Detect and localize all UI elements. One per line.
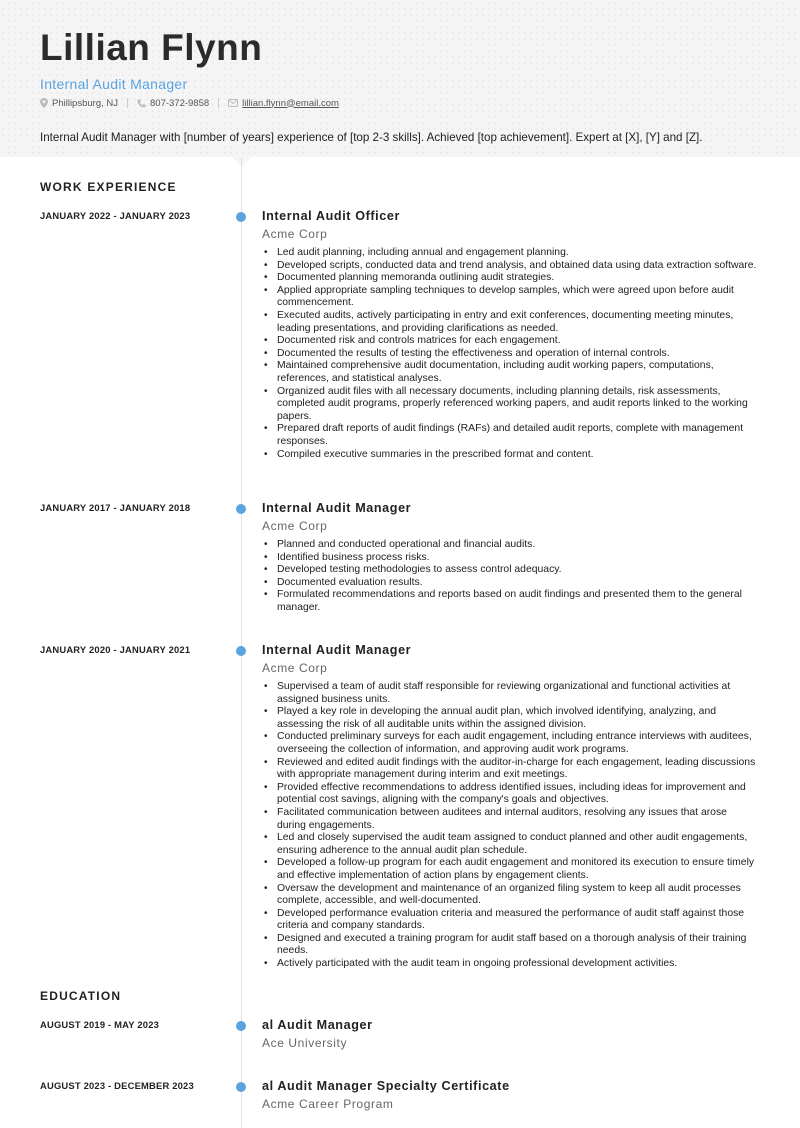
list-item: • Supervised a team of audit staff responsible for reviewing organizational and functional activities at assigned business units.: [262, 681, 757, 706]
company-name: Acme Corp: [262, 519, 328, 533]
profile-summary: Internal Audit Manager with [number of years] experience of [top 2-3 skills]. Achieved [top achievement]. Expert at [X], [Y] and [Z].: [40, 131, 703, 144]
location-text: Phillipsburg, NJ: [52, 97, 118, 109]
list-item: • Documented risk and controls matrices for each engagement.: [262, 335, 757, 348]
timeline-dot: [236, 504, 246, 514]
entry-date: AUGUST 2023 - DECEMBER 2023: [40, 1080, 194, 1091]
responsibility-list: [262, 539, 757, 615]
list-item: • Applied appropriate sampling techniques to develop samples, which were agreed upon before audit commencement.: [262, 285, 757, 310]
entry-date: JANUARY 2017 - JANUARY 2018: [40, 502, 191, 513]
email-icon: [228, 99, 238, 107]
list-item: • Designed and executed a training program for audit staff based on a thorough analysis of their training needs.: [262, 933, 757, 958]
institution-name: Acme Career Program: [262, 1097, 394, 1111]
responsibility-list: [262, 247, 757, 461]
timeline-dot: [236, 1082, 246, 1092]
entry-date: JANUARY 2022 - JANUARY 2023: [40, 210, 191, 221]
company-name: Acme Corp: [262, 661, 328, 675]
timeline-dot: [236, 646, 246, 656]
job-title: Internal Audit Manager: [262, 501, 412, 515]
list-item: • Played a key role in developing the annual audit plan, which involved identifying, analyzing, and assessing the risk of all auditable units within the assigned division.: [262, 706, 757, 731]
list-item: • Reviewed and edited audit findings with the auditor-in-charge for each engagement, leading discussions with appropriate management during interim and exit meetings.: [262, 757, 757, 782]
contact-divider: [218, 98, 219, 108]
responsibility-list: [262, 681, 757, 971]
list-item: • Documented planning memoranda outlining audit strategies.: [262, 272, 757, 285]
phone-icon: [137, 99, 146, 108]
list-item: • Led audit planning, including annual and engagement planning.: [262, 247, 757, 260]
phone-item: [137, 98, 209, 109]
entry-date: JANUARY 2020 - JANUARY 2021: [40, 644, 191, 655]
list-item: • Actively participated with the audit team in ongoing professional development activities.: [262, 958, 757, 971]
location-item: [40, 98, 118, 109]
list-item: • Executed audits, actively participating in entry and exit conferences, documenting meeting minutes, leading presentations, and providing clarifications as needed.: [262, 310, 757, 335]
degree-title: al Audit Manager Specialty Certificate: [262, 1079, 510, 1093]
list-item: • Identified business process risks.: [262, 552, 757, 565]
timeline-dot: [236, 1021, 246, 1031]
institution-name: Ace University: [262, 1036, 348, 1050]
list-item: • Formulated recommendations and reports based on audit findings and presented them to the general manager.: [262, 589, 757, 614]
job-title: Internal Audit Officer: [262, 209, 400, 223]
list-item: • Documented the results of testing the effectiveness and operation of internal controls.: [262, 348, 757, 361]
contact-divider: [127, 98, 128, 108]
timeline-dot: [236, 212, 246, 222]
work-experience-heading: WORK EXPERIENCE: [40, 180, 177, 194]
email-item[interactable]: [228, 98, 339, 109]
list-item: • Planned and conducted operational and financial audits.: [262, 539, 757, 552]
list-item: • Oversaw the development and maintenance of an organized filing system to keep all audit processes complete, accessible, and well-documented.: [262, 883, 757, 908]
list-item: • Developed scripts, conducted data and trend analysis, and obtained data using data extraction software.: [262, 260, 757, 273]
company-name: Acme Corp: [262, 227, 328, 241]
list-item: • Developed performance evaluation criteria and measured the performance of audit staff against those criteria and company standards.: [262, 908, 757, 933]
list-item: • Maintained comprehensive audit documentation, including audit working papers, computations, references, and statistical analyses.: [262, 360, 757, 385]
list-item: • Compiled executive summaries in the prescribed format and content.: [262, 449, 757, 462]
phone-text: 807-372-9858: [150, 97, 210, 109]
education-heading: EDUCATION: [40, 989, 122, 1003]
list-item: • Documented evaluation results.: [262, 577, 757, 590]
list-item: • Facilitated communication between auditees and internal auditors, resolving any issues that arose during engagements.: [262, 807, 757, 832]
list-item: • Led and closely supervised the audit team assigned to conduct planned and other audit engagements, ensuring adherence to the annual audit plan schedule.: [262, 832, 757, 857]
entry-date: AUGUST 2019 - MAY 2023: [40, 1019, 160, 1030]
job-title: Internal Audit Manager: [262, 643, 412, 657]
list-item: • Provided effective recommendations to address identified issues, including ideas for improvement and potential cost savings, aligning with the company's goals and objectives.: [262, 782, 757, 807]
timeline-line: [241, 157, 242, 1128]
list-item: • Developed testing methodologies to assess control adequacy.: [262, 564, 757, 577]
location-pin-icon: [40, 98, 48, 108]
degree-title: al Audit Manager: [262, 1018, 373, 1032]
candidate-name: Lillian Flynn: [40, 27, 263, 68]
list-item: • Conducted preliminary surveys for each audit engagement, including entrance interviews with auditees, overseeing the collection of information, and approving audit work programs.: [262, 731, 757, 756]
resume-header: [0, 0, 800, 157]
email-link[interactable]: lillian.flynn@email.com: [242, 97, 339, 109]
contact-line: [40, 96, 339, 110]
list-item: • Prepared draft reports of audit findings (RAFs) and detailed audit reports, complete with management responses.: [262, 423, 757, 448]
candidate-role: Internal Audit Manager: [40, 76, 188, 92]
list-item: • Developed a follow-up program for each audit engagement and monitored its execution to ensure timely and effective implementation of action plans by engagement clients.: [262, 857, 757, 882]
list-item: • Organized audit files with all necessary documents, including planning details, risk assessments, completed audit programs, properly referenced working papers, and audit reports linked to the working papers.: [262, 386, 757, 424]
header-pointer: [232, 157, 252, 167]
